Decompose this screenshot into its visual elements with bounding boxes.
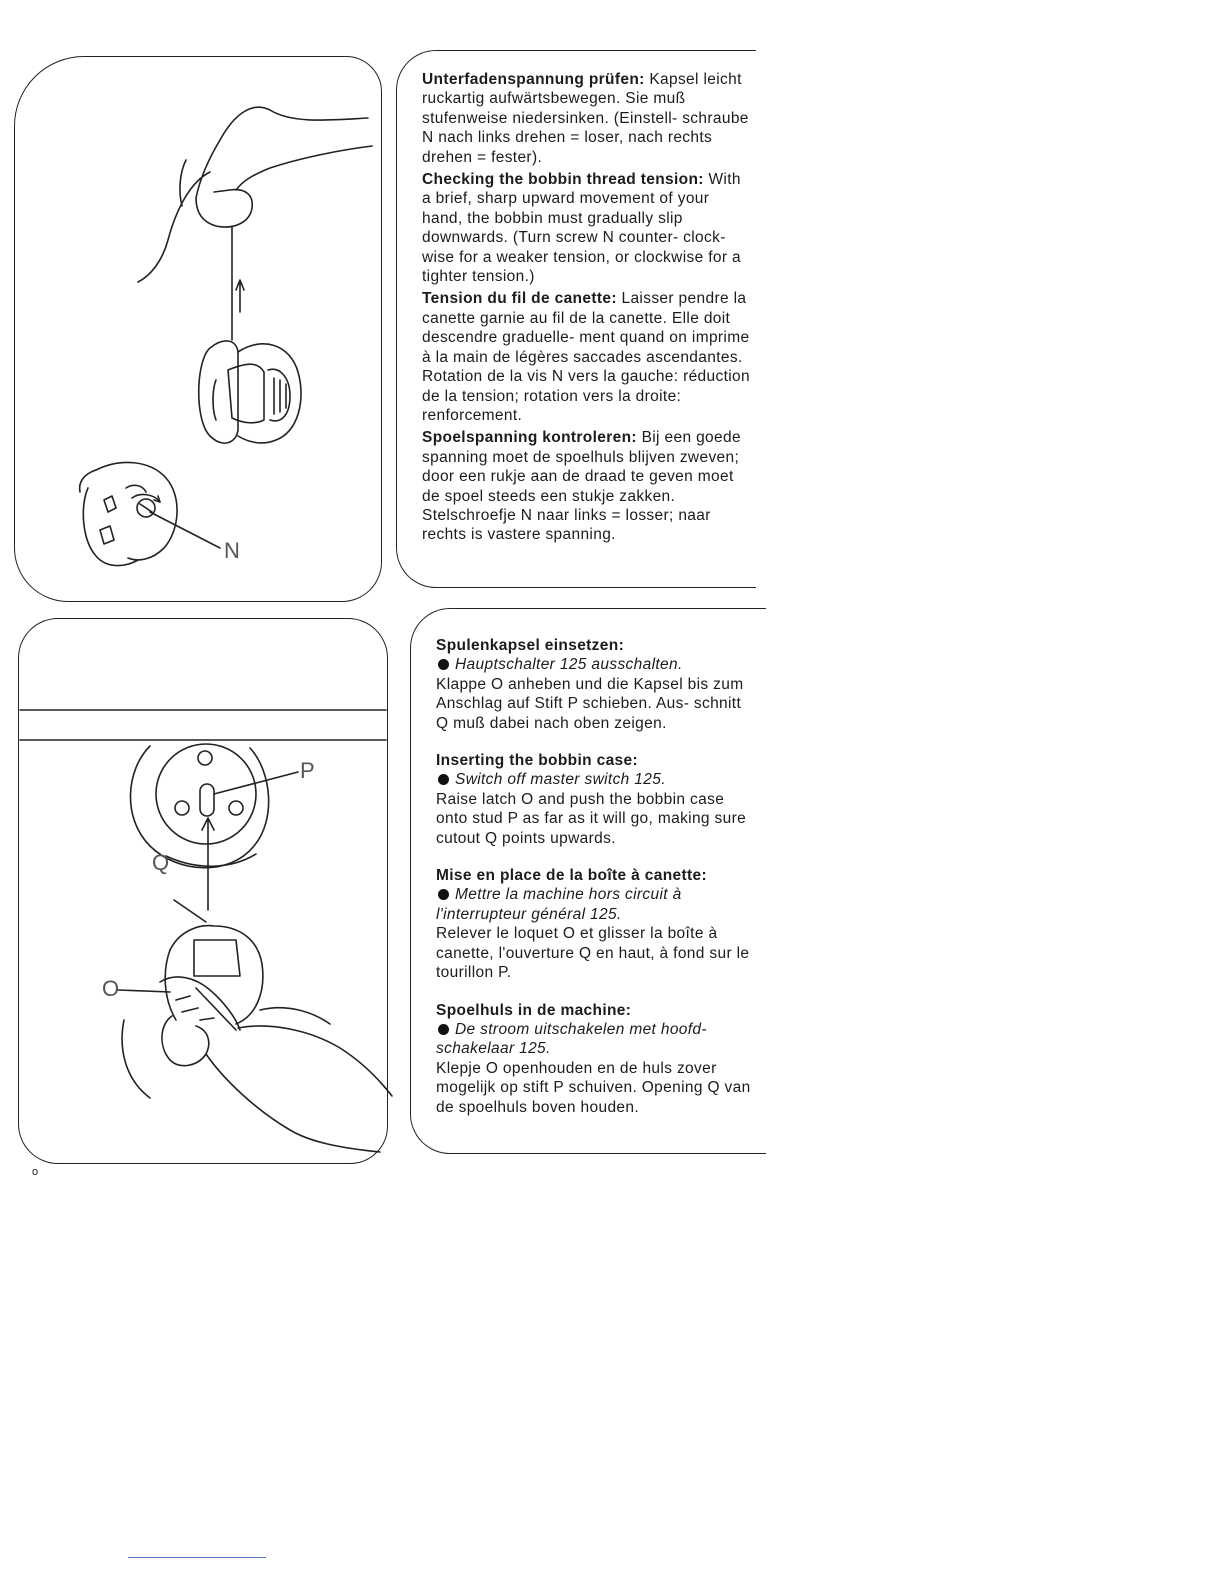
body: Laisser pendre la canette garnie au fil de la canette. Elle doit descendre graduelle- ment quand on imprime à la main de légères saccades ascendantes. Rotation de la vis N vers la gauche: réduction de la tension; rotation vers la droite: renforcement. — [422, 290, 750, 424]
body: Relever le loquet O et glisser la boîte à canette, l'ouverture Q en haut, à fond sur le tourillon P. — [436, 925, 750, 982]
insert-nl — [436, 1001, 758, 1117]
heading: Unterfadenspannung prüfen: — [422, 71, 645, 88]
tension-de — [422, 70, 750, 167]
hanging-bobbin-case-drawing — [199, 341, 301, 443]
insert-fr — [436, 866, 758, 982]
heading: Spoelspanning kontroleren: — [422, 429, 637, 447]
note: Mettre la machine hors circuit à l'interrupteur général 125. — [436, 886, 682, 923]
bullet-icon — [438, 1024, 449, 1035]
bullet-icon — [438, 659, 449, 670]
page-number: o — [32, 1166, 39, 1178]
label-o: O — [102, 976, 120, 1001]
label-n: N — [224, 538, 240, 563]
heading: Checking the bobbin thread tension: — [422, 171, 704, 189]
body: Bij een goede spanning moet de spoelhuls blijven zweven; door een rukje aan de draad te geven moet de spoel steeds een stukje zakken. Stelschroefje N naar links = losser; naar rechts is vastere spanning. — [422, 429, 741, 544]
bullet-icon — [438, 889, 449, 900]
hand-holding-thread-drawing — [138, 107, 372, 340]
bullet-icon — [438, 774, 449, 785]
body: Klepje O openhouden en de huls zover mogelijk op stift P schuiven. Opening Q van de spoelhuls boven houden. — [436, 1059, 751, 1116]
note: Switch off master switch 125. — [455, 771, 666, 789]
tension-fr — [422, 289, 750, 425]
tension-instructions — [422, 70, 750, 548]
body: Klappe O anheben und die Kapsel bis zum Anschlag auf Stift P schieben. Aus- schnitt Q muß dabei nach oben zeigen. — [436, 675, 744, 732]
heading: Spoelhuls in de machine: — [436, 1001, 632, 1019]
label-p: P — [300, 758, 315, 783]
bobbin-case-with-screw-drawing — [80, 462, 220, 565]
heading: Tension du fil de canette: — [422, 290, 617, 308]
bobbin-case-in-hand-drawing — [118, 926, 392, 1152]
body: Kapsel leicht ruckartig aufwärtsbewegen. Sie muß stufenweise niedersinken. (Einstell- schraube N nach links drehen = loser, nach rechts drehen = fester). — [422, 71, 749, 166]
insert-instructions — [436, 636, 758, 1135]
note: Hauptschalter 125 ausschalten. — [455, 656, 683, 674]
heading: Mise en place de la boîte à canette: — [436, 867, 708, 885]
body: Raise latch O and push the bobbin case onto stud P as far as it will go, making sure cutout Q points upwards. — [436, 790, 747, 847]
note: De stroom uitschakelen met hoofd- schakelaar 125. — [436, 1020, 707, 1058]
insert-en — [436, 751, 758, 848]
heading: Spulenkapsel einsetzen: — [436, 637, 625, 654]
tension-en — [422, 170, 750, 286]
body: With a brief, sharp upward movement of your hand, the bobbin must gradually slip downwards. (Turn screw N counter- clock-wise for a weaker tension, or clockwise for a tighter tension.) — [422, 171, 741, 286]
label-q: Q — [152, 850, 170, 875]
insert-de — [436, 636, 758, 733]
tension-nl — [422, 428, 750, 544]
heading: Inserting the bobbin case: — [436, 752, 639, 770]
machine-hook-drawing — [20, 710, 386, 922]
footer-rule — [128, 1557, 266, 1558]
